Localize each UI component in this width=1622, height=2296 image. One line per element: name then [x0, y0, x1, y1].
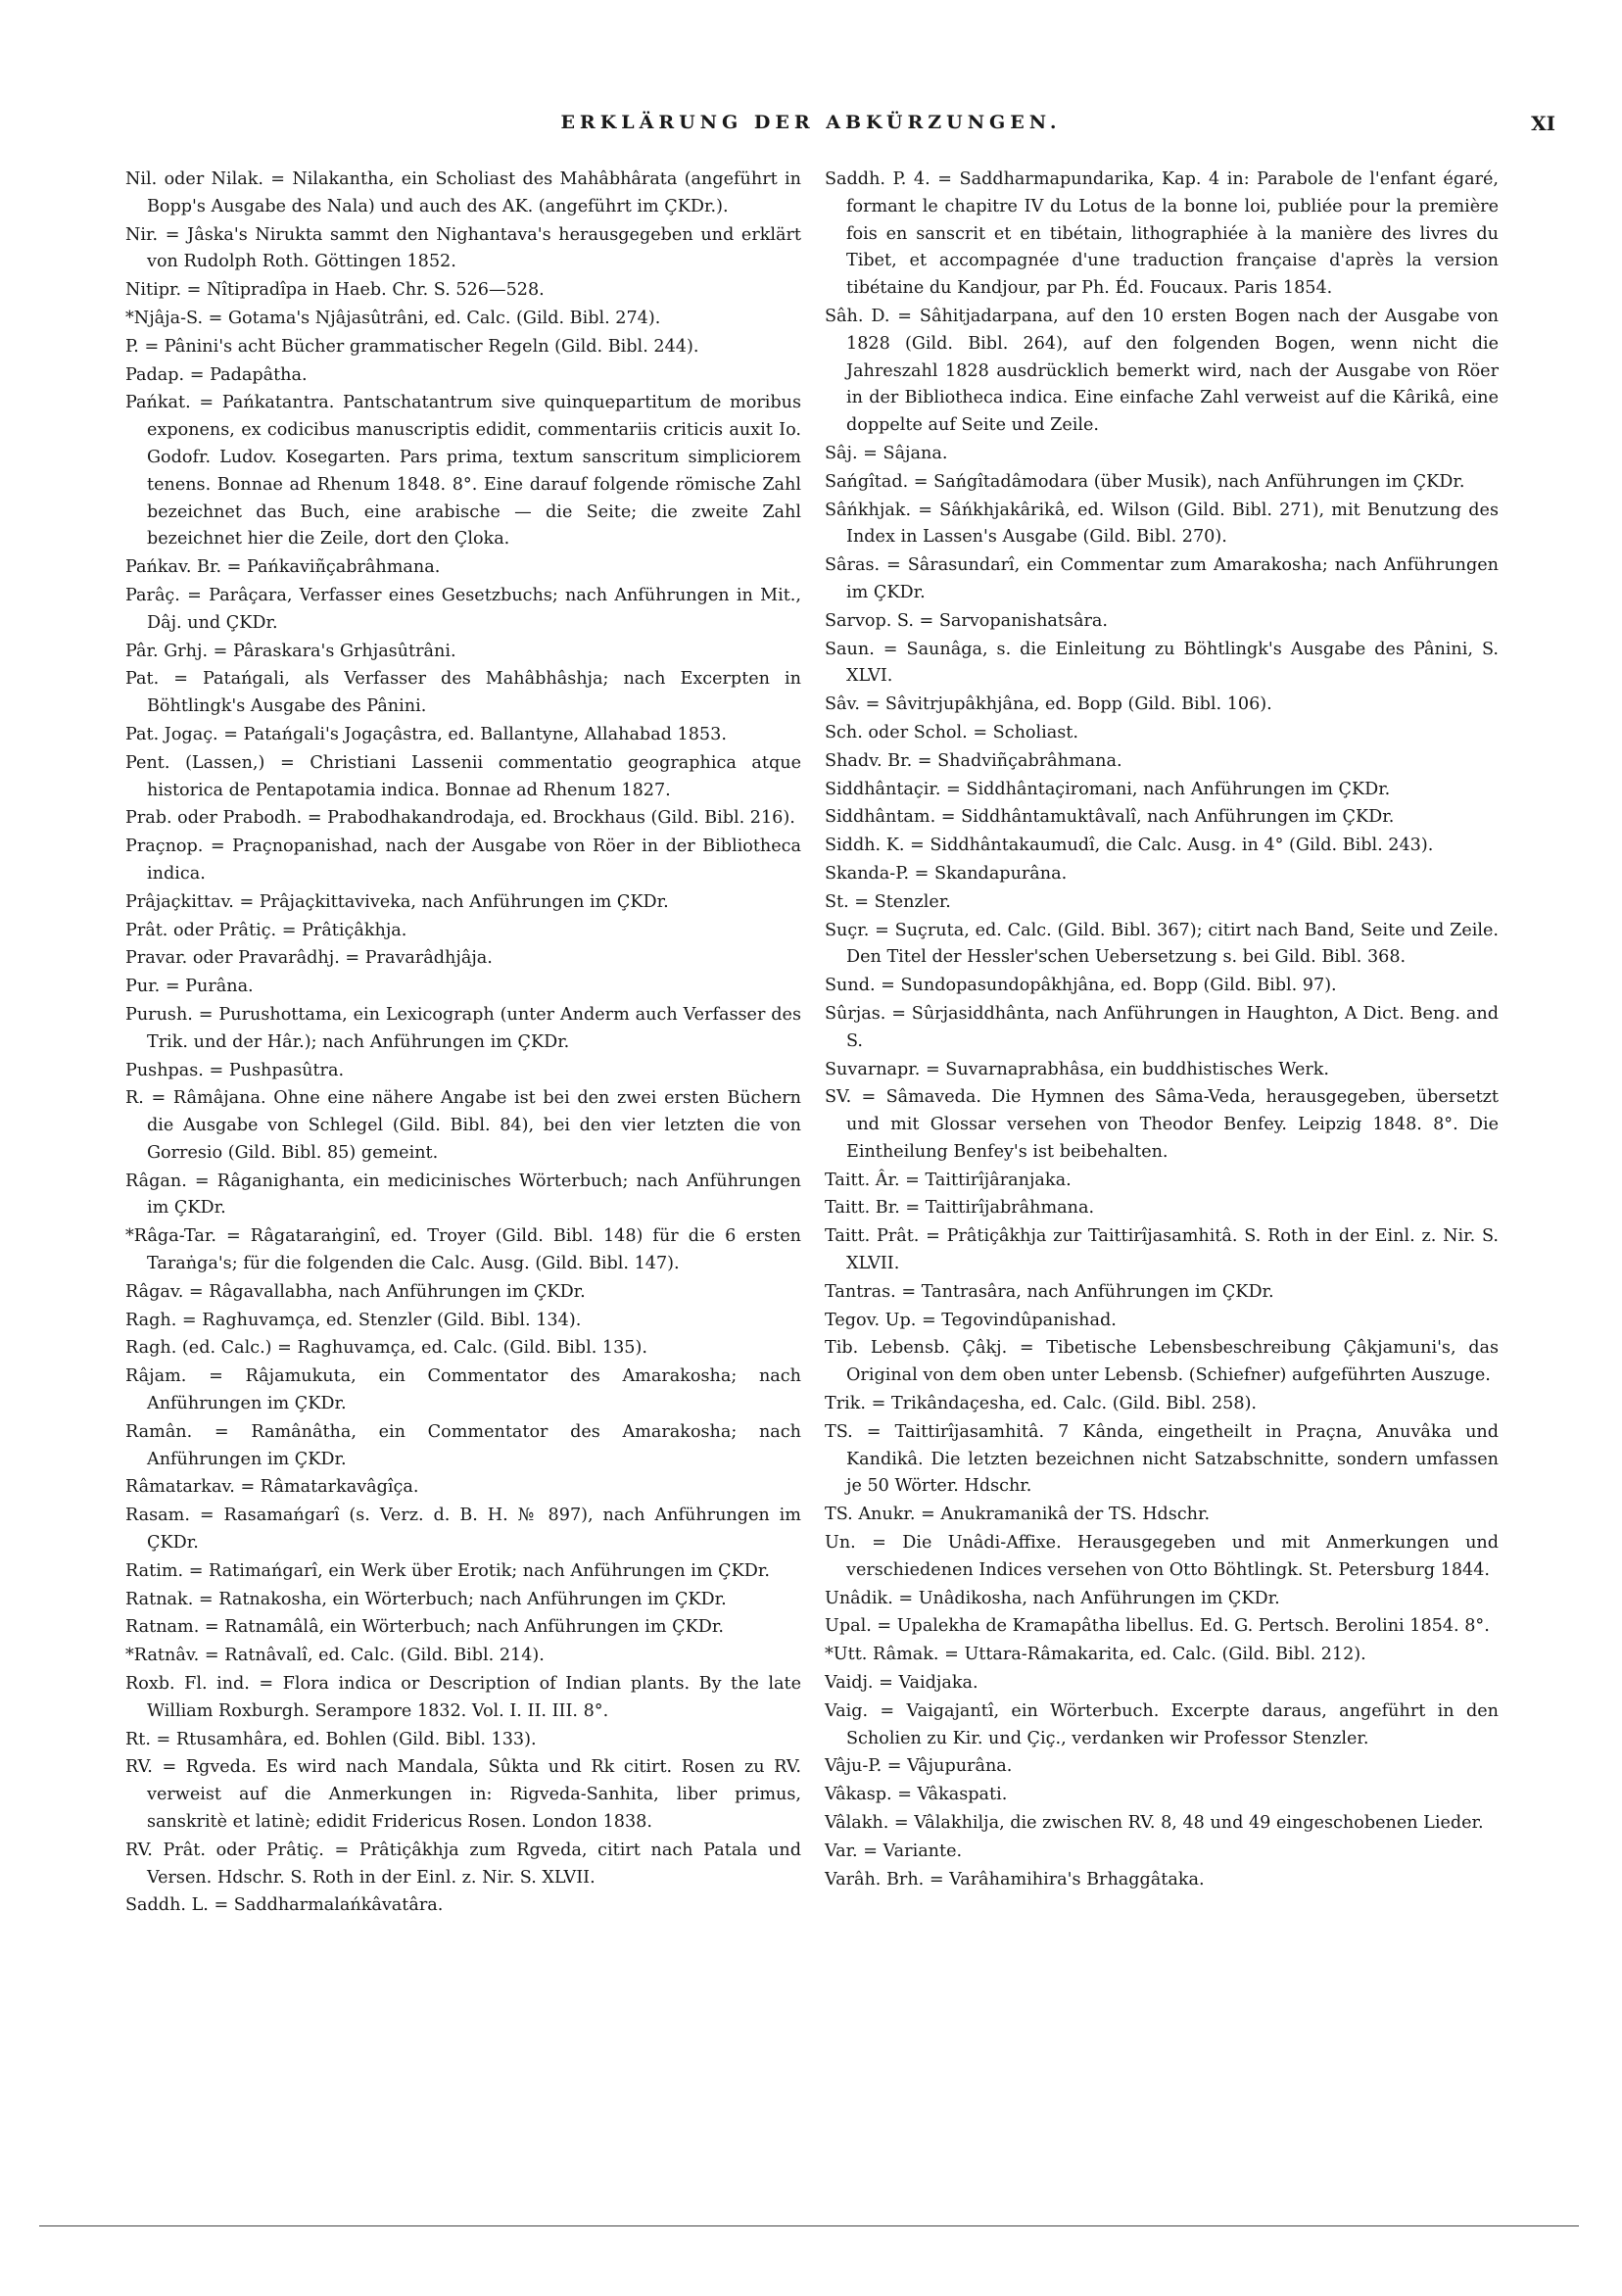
abbreviation-entry: Nir. = Jâska's Nirukta sammt den Nighantava's herausgegeben und erklärt von Rudolph Roth. Göttingen 1852. — [125, 224, 801, 272]
abbreviation-entry: Shadv. Br. = Shadviñçabrâhmana. — [825, 750, 1122, 771]
abbreviation-entry: Siddh. K. = Siddhântakaumudî, die Calc. Ausg. in 4° (Gild. Bibl. 243). — [825, 836, 1434, 856]
abbreviation-entry: Sâv. = Sâvitrjupâkhjâna, ed. Bopp (Gild. Bibl. 106). — [825, 694, 1272, 715]
abbreviation-entry: Vâlakh. = Vâlakhilja, die zwischen RV. 8, 48 und 49 eingeschobenen Lieder. — [825, 1813, 1484, 1834]
abbreviation-entry: Ratnam. = Ratnamâlâ, ein Wörterbuch; nach Anführungen im ÇKDr. — [125, 1617, 724, 1638]
abbreviation-entry: RV. = Rgveda. Es wird nach Mandala, Sûkta und Rk citirt. Rosen zu RV. verweist auf die Anmerkungen in: Rigveda-Sanhita, liber primus, sanskritè et latinè; edidit Fridericus Rosen. London 1838. — [125, 1757, 801, 1833]
abbreviation-entry: Varâh. Brh. = Varâhamihira's Brhaggâtaka. — [825, 1869, 1205, 1889]
abbreviation-entry: Sâj. = Sâjana. — [825, 443, 948, 463]
abbreviation-entry: Ratim. = Ratimańgarî, ein Werk über Erotik; nach Anführungen im ÇKDr. — [125, 1560, 770, 1581]
running-title: ERKLÄRUNG DER ABKÜRZUNGEN. — [560, 112, 1062, 133]
abbreviation-entry: *Njâja-S. = Gotama's Njâjasûtrâni, ed. Calc. (Gild. Bibl. 274). — [125, 308, 661, 328]
abbreviation-entry: Vaidj. = Vaidjaka. — [825, 1673, 978, 1694]
left-column — [125, 167, 801, 1921]
abbreviation-entry: Pâr. Grhj. = Pâraskara's Grhjasûtrâni. — [125, 641, 456, 661]
page-number: XI — [1531, 112, 1555, 135]
right-column — [825, 167, 1499, 1894]
abbreviation-entry: Taitt. Br. = Taittirîjabrâhmana. — [825, 1198, 1095, 1219]
abbreviation-entry: Suvarnapr. = Suvarnaprabhâsa, ein buddhistisches Werk. — [825, 1059, 1330, 1079]
abbreviation-entry: Pat. = Patańgali, als Verfasser des Mahâbhâshja; nach Excerpten in Böhtlingk's Ausgabe des Pânini. — [125, 669, 801, 717]
abbreviation-entry: Saun. = Saunâga, s. die Einleitung zu Böhtlingk's Ausgabe des Pânini, S. XLVI. — [825, 639, 1499, 687]
abbreviation-entry: Râjam. = Râjamukuta, ein Commentator des Amarakosha; nach Anführungen im ÇKDr. — [125, 1366, 801, 1414]
abbreviation-entry: *Ratnâv. = Ratnâvalî, ed. Calc. (Gild. Bibl. 214). — [125, 1646, 545, 1666]
abbreviation-entry: St. = Stenzler. — [825, 891, 951, 912]
abbreviation-entry: Sâh. D. = Sâhitjadarpana, auf den 10 ersten Bogen nach der Ausgabe von 1828 (Gild. Bibl. 264), auf den folgenden Bogen, wenn nicht die Jahreszahl 1828 ausdrücklich bemerkt wird, nach der Ausgabe von Röer in der Bibliotheca indica. Eine einfache Zahl verweist auf die Kârikâ, eine doppelte auf Seite und Zeile. — [825, 306, 1499, 436]
abbreviation-entry: Prâjaçkittav. = Prâjaçkittaviveka, nach Anführungen im ÇKDr. — [125, 891, 669, 912]
abbreviation-entry: Tib. Lebensb. Çâkj. = Tibetische Lebensbeschreibung Çâkjamuni's, das Original von dem oben unter Lebensb. (Schiefner) aufgeführten Auszuge. — [825, 1338, 1499, 1386]
abbreviation-entry: Taitt. Âr. = Taittirîjâranjaka. — [825, 1170, 1072, 1190]
abbreviation-entry: Unâdik. = Unâdikosha, nach Anführungen im ÇKDr. — [825, 1588, 1280, 1608]
abbreviation-entry: Sarvop. S. = Sarvopanishatsâra. — [825, 610, 1108, 631]
abbreviation-entry: Ragh. (ed. Calc.) = Raghuvamça, ed. Calc. (Gild. Bibl. 135). — [125, 1338, 647, 1359]
abbreviation-entry: Tantras. = Tantrasâra, nach Anführungen im ÇKDr. — [825, 1281, 1274, 1302]
abbreviation-entry: Pravar. oder Pravarâdhj. = Pravarâdhjâja. — [125, 948, 493, 969]
abbreviation-entry: Pańkav. Br. = Pańkaviñçabrâhmana. — [125, 557, 441, 578]
abbreviation-entry: Ratnak. = Ratnakosha, ein Wörterbuch; nach Anführungen im ÇKDr. — [125, 1589, 727, 1609]
abbreviation-entry: Vâju-P. = Vâjupurâna. — [825, 1756, 1013, 1777]
abbreviation-entry: Roxb. Fl. ind. = Flora indica or Description of Indian plants. By the late William Roxburgh. Serampore 1832. Vol. I. II. III. 8°. — [125, 1674, 801, 1721]
abbreviation-entry: Pańkat. = Pańkatantra. Pantschatantrum sive quinquepartitum de moribus exponens, ex codicibus manuscriptis edidit, commentariis criticis auxit Io. Godofr. Ludov. Kosegarten. Pars prima, textum sanscritum simpliciorem tenens. Bonnae ad Rhenum 1848. 8°. Eine darauf folgende römische Zahl bezeichnet das Buch, eine arabische — die Seite; die zweite Zahl bezeichnet hier die Zeile, dort den Çloka. — [125, 393, 801, 550]
abbreviation-entry: Râgav. = Râgavallabha, nach Anführungen im ÇKDr. — [125, 1281, 586, 1302]
abbreviation-entry: Pushpas. = Pushpasûtra. — [125, 1060, 345, 1080]
abbreviation-entry: Sch. oder Schol. = Scholiast. — [825, 722, 1078, 742]
abbreviation-entry: TS. Anukr. = Anukramanikâ der TS. Hdschr. — [825, 1505, 1211, 1525]
abbreviation-entry: Ramân. = Ramânâtha, ein Commentator des Amarakosha; nach Anführungen im ÇKDr. — [125, 1421, 801, 1469]
abbreviation-entry: Trik. = Trikândaçesha, ed. Calc. (Gild. Bibl. 258). — [825, 1394, 1258, 1414]
abbreviation-entry: Parâç. = Parâçara, Verfasser eines Gesetzbuchs; nach Anführungen in Mit., Dâj. und ÇKDr. — [125, 585, 801, 633]
abbreviation-entry: R. = Râmâjana. Ohne eine nähere Angabe ist bei den zwei ersten Büchern die Ausgabe von Schlegel (Gild. Bibl. 84), bei den vier letzten die von Gorresio (Gild. Bibl. 85) gemeint. — [125, 1088, 801, 1163]
abbreviation-entry: Praçnop. = Praçnopanishad, nach der Ausgabe von Röer in der Bibliotheca indica. — [125, 837, 801, 884]
abbreviation-entry: Sûrjas. = Sûrjasiddhânta, nach Anführungen in Haughton, A Dict. Beng. and S. — [825, 1003, 1499, 1051]
abbreviation-entry: Purush. = Purushottama, ein Lexicograph (unter Anderm auch Verfasser des Trik. und der Hâr.); nach Anführungen im ÇKDr. — [125, 1004, 801, 1052]
abbreviation-entry: Sâras. = Sârasundarî, ein Commentar zum Amarakosha; nach Anführungen im ÇKDr. — [825, 555, 1499, 602]
abbreviation-entry: Siddhântam. = Siddhântamuktâvalî, nach Anführungen im ÇKDr. — [825, 807, 1395, 828]
abbreviation-entry: Prât. oder Prâtiç. = Prâtiçâkhja. — [125, 920, 407, 940]
abbreviation-entry: Vaig. = Vaigajantî, ein Wörterbuch. Excerpte daraus, angeführt in den Scholien zu Kir. und Çiç., verdanken wir Professor Stenzler. — [825, 1700, 1499, 1748]
abbreviation-entry: Sâńkhjak. = Sâńkhjakârikâ, ed. Wilson (Gild. Bibl. 271), mit Benutzung des Index in Lassen's Ausgabe (Gild. Bibl. 270). — [825, 500, 1499, 548]
abbreviation-entry: Upal. = Upalekha de Kramapâtha libellus. Ed. G. Pertsch. Berolini 1854. 8°. — [825, 1616, 1490, 1637]
abbreviation-entry: Nitipr. = Nîtipradîpa in Haeb. Chr. S. 526—528. — [125, 280, 545, 301]
abbreviation-entry: Padap. = Padapâtha. — [125, 364, 308, 385]
abbreviation-entry: Pur. = Purâna. — [125, 977, 254, 997]
abbreviation-entry: Sund. = Sundopasundopâkhjâna, ed. Bopp (Gild. Bibl. 97). — [825, 976, 1337, 996]
abbreviation-entry: Tegov. Up. = Tegovindûpanishad. — [825, 1310, 1117, 1330]
abbreviation-entry: Râmatarkav. = Râmatarkavâgîça. — [125, 1477, 419, 1498]
abbreviation-entry: Saddh. P. 4. = Saddharmapundarika, Kap. 4 in: Parabole de l'enfant égaré, formant le chapitre IV du Lotus de la bonne loi, publiée pour la première fois en sanscrit et en tibétain, lithographiée à la manière des livres du Tibet, et accompagnée d'une traduction française d'après la version tibétaine du Kandjour, par Ph. Éd. Foucaux. Paris 1854. — [825, 169, 1499, 299]
abbreviation-entry: TS. = Taittirîjasamhitâ. 7 Kânda, eingetheilt in Praçna, Anuvâka und Kandikâ. Die letzten bezeichnen nicht Satzabschnitte, sondern umfassen je 50 Wörter. Hdschr. — [825, 1421, 1499, 1497]
abbreviation-entry: Un. = Die Unâdi-Affixe. Herausgegeben und mit Anmerkungen und verschiedenen Indices versehen von Otto Böhtlingk. St. Petersburg 1844. — [825, 1533, 1499, 1580]
abbreviation-entry: Skanda-P. = Skandapurâna. — [825, 863, 1068, 884]
abbreviation-entry: Suçr. = Suçruta, ed. Calc. (Gild. Bibl. 367); citirt nach Band, Seite und Zeile. Den Titel der Hessler'schen Uebersetzung s. bei Gild. Bibl. 368. — [825, 920, 1499, 968]
abbreviation-entry: Ragh. = Raghuvamça, ed. Stenzler (Gild. Bibl. 134). — [125, 1310, 582, 1330]
page-header — [0, 108, 1622, 137]
abbreviation-entry: Siddhântaçir. = Siddhântaçiromani, nach Anführungen im ÇKDr. — [825, 779, 1391, 799]
abbreviation-entry: Saddh. L. = Saddharmalańkâvatâra. — [125, 1895, 444, 1916]
abbreviation-entry: Pent. (Lassen,) = Christiani Lassenii commentatio geographica atque historica de Pentapotamia indica. Bonnae ad Rhenum 1827. — [125, 752, 801, 800]
abbreviation-entry: Vâkasp. = Vâkaspati. — [825, 1785, 1008, 1805]
abbreviation-entry: Pat. Jogaç. = Patańgali's Jogaçâstra, ed. Ballantyne, Allahabad 1853. — [125, 724, 727, 744]
abbreviation-entry: *Râga-Tar. = Râgataraṅginî, ed. Troyer (Gild. Bibl. 148) für die 6 ersten Taraṅga's; für die folgenden die Calc. Ausg. (Gild. Bibl. 147). — [125, 1226, 801, 1274]
abbreviation-entry: SV. = Sâmaveda. Die Hymnen des Sâma-Veda, herausgegeben, übersetzt und mit Glossar versehen von Theodor Benfey. Leipzig 1848. 8°. Die Eintheilung Benfey's ist beibehalten. — [825, 1087, 1499, 1162]
abbreviation-entry: Sańgîtad. = Sańgîtadâmodara (über Musik), nach Anführungen im ÇKDr. — [825, 471, 1465, 492]
abbreviation-entry: RV. Prât. oder Prâtiç. = Prâtiçâkhja zum Rgveda, citirt nach Patala und Versen. Hdschr. S. Roth in der Einl. z. Nir. S. XLVII. — [125, 1840, 801, 1888]
abbreviation-entry: *Utt. Râmak. = Uttara-Râmakarita, ed. Calc. (Gild. Bibl. 212). — [825, 1645, 1366, 1665]
abbreviation-entry: Var. = Variante. — [825, 1841, 963, 1861]
footer-rule — [39, 2225, 1579, 2226]
abbreviation-entry: Nil. oder Nilak. = Nilakantha, ein Scholiast des Mahâbhârata (angeführt in Bopp's Ausgabe des Nala) und auch des AK. (angeführt im ÇKDr.). — [125, 169, 801, 216]
abbreviation-entry: P. = Pânini's acht Bücher grammatischer Regeln (Gild. Bibl. 244). — [125, 336, 699, 357]
abbreviation-entry: Taitt. Prât. = Prâtiçâkhja zur Taittirîjasamhitâ. S. Roth in der Einl. z. Nir. S. XLVII. — [825, 1226, 1499, 1274]
abbreviation-entry: Rt. = Rtusamhâra, ed. Bohlen (Gild. Bibl. 133). — [125, 1729, 537, 1749]
abbreviation-entry: Râgan. = Râganighanta, ein medicinisches Wörterbuch; nach Anführungen im ÇKDr. — [125, 1171, 801, 1219]
abbreviation-entry: Prab. oder Prabodh. = Prabodhakandrodaja, ed. Brockhaus (Gild. Bibl. 216). — [125, 808, 795, 829]
abbreviation-entry: Rasam. = Rasamańgarî (s. Verz. d. B. H. № 897), nach Anführungen im ÇKDr. — [125, 1506, 801, 1554]
